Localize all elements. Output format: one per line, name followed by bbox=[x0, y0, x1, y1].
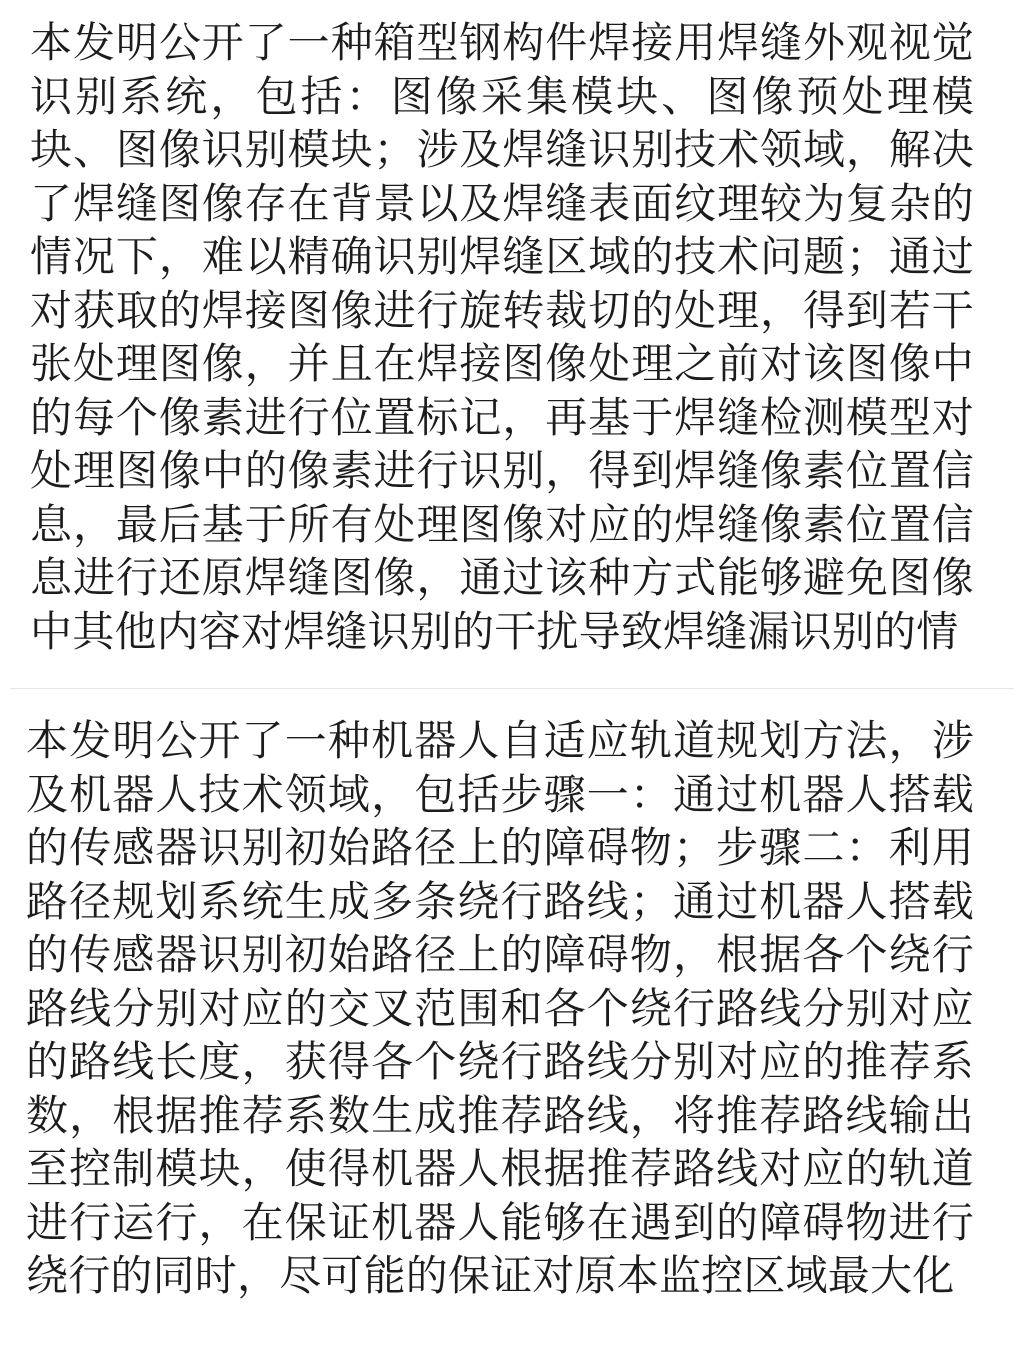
abstract-card-1 bbox=[0, 0, 1024, 678]
abstract-text-1: 本发明公开了一种箱型钢构件焊接用焊缝外观视觉识别系统，包括：图像采集模块、图像预处理模块、图像识别模块；涉及焊缝识别技术领域，解决了焊缝图像存在背景以及焊缝表面纹理较为复杂的情况下，难以精确识别焊缝区域的技术问题；通过对获取的焊接图像进行旋转裁切的处理，得到若干张处理图像，并且在焊接图像处理之前对该图像中的每个像素进行位置标记，再基于焊缝检测模型对处理图像中的像素进行识别，得到焊缝像素位置信息，最后基于所有处理图像对应的焊缝像素位置信息进行还原焊缝图像，通过该种方式能够避免图像中其他内容对焊缝识别的干扰导致焊缝漏识别的情 bbox=[30, 18, 974, 656]
abstract-text-2: 本发明公开了一种机器人自适应轨道规划方法，涉及机器人技术领域，包括步骤一：通过机器人搭载的传感器识别初始路径上的障碍物；步骤二：利用路径规划系统生成多条绕行路线；通过机器人搭载的传感器识别初始路径上的障碍物，根据各个绕行路线分别对应的交叉范围和各个绕行路线分别对应的路线长度，获得各个绕行路线分别对应的推荐系数，根据推荐系数生成推荐路线，将推荐路线输出至控制模块，使得机器人根据推荐路线对应的轨道进行运行，在保证机器人能够在遇到的障碍物进行绕行的同时，尽可能的保证对原本监控区域最大化 bbox=[26, 716, 974, 1300]
divider bbox=[10, 688, 1014, 689]
abstract-card-2 bbox=[0, 694, 1024, 1365]
